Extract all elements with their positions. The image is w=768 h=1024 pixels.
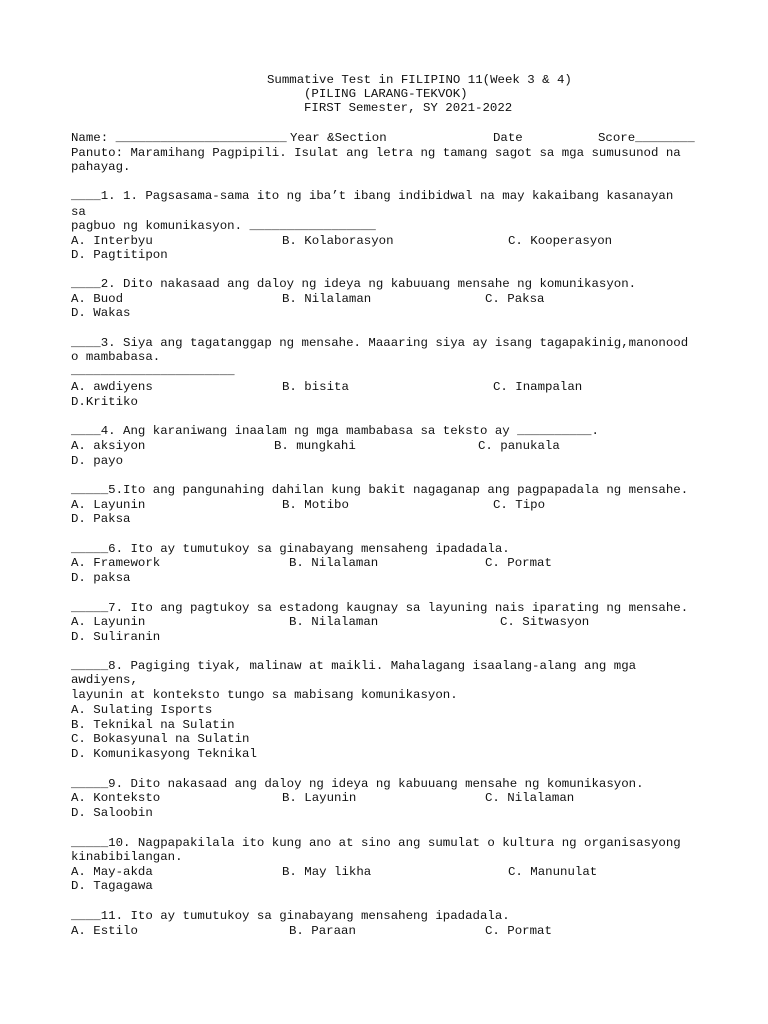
question-3-choice-a: A. awdiyens: [71, 380, 153, 394]
score-field: Score________: [598, 131, 695, 145]
question-11-choice-c: C. Pormat: [485, 924, 552, 938]
question-4-choice-a: A. aksiyon: [71, 439, 146, 453]
question-11-choice-b: B. Paraan: [289, 924, 356, 938]
question-2-choice-b: B. Nilalaman: [282, 292, 372, 306]
question-1-text: sa: [71, 205, 86, 219]
question-1-text: pagbuo ng komunikasyon. _________________: [71, 219, 376, 233]
question-7-choice-c: C. Sitwasyon: [500, 615, 590, 629]
question-5-choice-d: D. Paksa: [71, 512, 131, 526]
question-1-text: ____1. 1. Pagsasama-sama ito ng iba’t ibang indibidwal na may kakaibang kasanayan: [71, 189, 674, 203]
question-4-choice-d: D. payo: [71, 454, 124, 468]
question-1-choice-d: D. Pagtitipon: [71, 248, 168, 262]
name-field: Name: _______________________: [71, 131, 287, 145]
doc-title: Summative Test in FILIPINO 11(Week 3 & 4): [267, 73, 572, 87]
instructions-line: pahayag.: [71, 160, 131, 174]
question-6-choice-d: D. paksa: [71, 571, 131, 585]
question-5-choice-b: B. Motibo: [282, 498, 349, 512]
question-11-text: ____11. Ito ay tumutukoy sa ginabayang mensaheng ipadadala.: [71, 909, 510, 923]
question-6-choice-c: C. Pormat: [485, 556, 552, 570]
question-6-text: _____6. Ito ay tumutukoy sa ginabayang mensaheng ipadadala.: [71, 542, 510, 556]
question-10-choice-d: D. Tagagawa: [71, 879, 153, 893]
question-5-choice-a: A. Layunin: [71, 498, 146, 512]
question-10-text: kinabibilangan.: [71, 850, 183, 864]
question-9-choice-c: C. Nilalaman: [485, 791, 575, 805]
question-2-choice-d: D. Wakas: [71, 306, 131, 320]
question-8-text: layunin at konteksto tungo sa mabisang komunikasyon.: [71, 688, 458, 702]
date-field: Date: [493, 131, 523, 145]
question-8-choice-b: B. Teknikal na Sulatin: [71, 718, 235, 732]
question-2-choice-c: C. Paksa: [485, 292, 545, 306]
question-11-choice-a: A. Estilo: [71, 924, 138, 938]
question-3-choice-c: C. Inampalan: [493, 380, 583, 394]
question-2-choice-a: A. Buod: [71, 292, 124, 306]
question-10-text: _____10. Nagpapakilala ito kung ano at sino ang sumulat o kultura ng organisasyong: [71, 836, 681, 850]
question-9-choice-a: A. Konteksto: [71, 791, 161, 805]
question-3-text: o mambabasa.: [71, 350, 161, 364]
question-10-choice-a: A. May-akda: [71, 865, 153, 879]
question-1-choice-a: A. Interbyu: [71, 234, 153, 248]
question-3-text: ____3. Siya ang tagatanggap ng mensahe. Maaaring siya ay isang tagapakinig,manonood: [71, 336, 689, 350]
question-8-text: awdiyens,: [71, 673, 138, 687]
question-3-choice-d: D.Kritiko: [71, 395, 138, 409]
question-6-choice-a: A. Framework: [71, 556, 161, 570]
doc-subtitle: (PILING LARANG-TEKVOK): [304, 87, 468, 101]
question-4-text: ____4. Ang karaniwang inaalam ng mga mambabasa sa teksto ay __________.: [71, 424, 599, 438]
question-7-choice-b: B. Nilalaman: [289, 615, 379, 629]
question-8-choice-c: C. Bokasyunal na Sulatin: [71, 732, 250, 746]
question-10-choice-c: C. Manunulat: [508, 865, 598, 879]
question-3-choice-b: B. bisita: [282, 380, 349, 394]
question-3-text: ______________________: [71, 364, 235, 378]
question-4-choice-c: C. panukala: [478, 439, 560, 453]
question-7-choice-d: D. Suliranin: [71, 630, 161, 644]
question-5-text: _____5.Ito ang pangunahing dahilan kung bakit nagaganap ang pagpapadala ng mensahe.: [71, 483, 689, 497]
year-section-field: Year &Section: [290, 131, 387, 145]
question-8-choice-d: D. Komunikasyong Teknikal: [71, 747, 257, 761]
question-7-text: _____7. Ito ang pagtukoy sa estadong kaugnay sa layuning nais iparating ng mensahe.: [71, 601, 689, 615]
question-10-choice-b: B. May likha: [282, 865, 372, 879]
question-7-choice-a: A. Layunin: [71, 615, 146, 629]
instructions-line: Panuto: Maramihang Pagpipili. Isulat ang letra ng tamang sagot sa mga sumusunod na: [71, 146, 681, 160]
question-8-text: _____8. Pagiging tiyak, malinaw at maikli. Mahalagang isaalang-alang ang mga: [71, 659, 637, 673]
question-9-text: _____9. Dito nakasaad ang daloy ng ideya ng kabuuang mensahe ng komunikasyon.: [71, 777, 644, 791]
question-8-choice-a: A. Sulating Isports: [71, 703, 213, 717]
question-5-choice-c: C. Tipo: [493, 498, 546, 512]
question-4-choice-b: B. mungkahi: [274, 439, 356, 453]
question-1-choice-c: C. Kooperasyon: [508, 234, 613, 248]
question-6-choice-b: B. Nilalaman: [289, 556, 379, 570]
question-2-text: ____2. Dito nakasaad ang daloy ng ideya ng kabuuang mensahe ng komunikasyon.: [71, 277, 637, 291]
question-9-choice-d: D. Saloobin: [71, 806, 153, 820]
question-1-choice-b: B. Kolaborasyon: [282, 234, 394, 248]
question-9-choice-b: B. Layunin: [282, 791, 357, 805]
doc-semester: FIRST Semester, SY 2021-2022: [304, 101, 513, 115]
